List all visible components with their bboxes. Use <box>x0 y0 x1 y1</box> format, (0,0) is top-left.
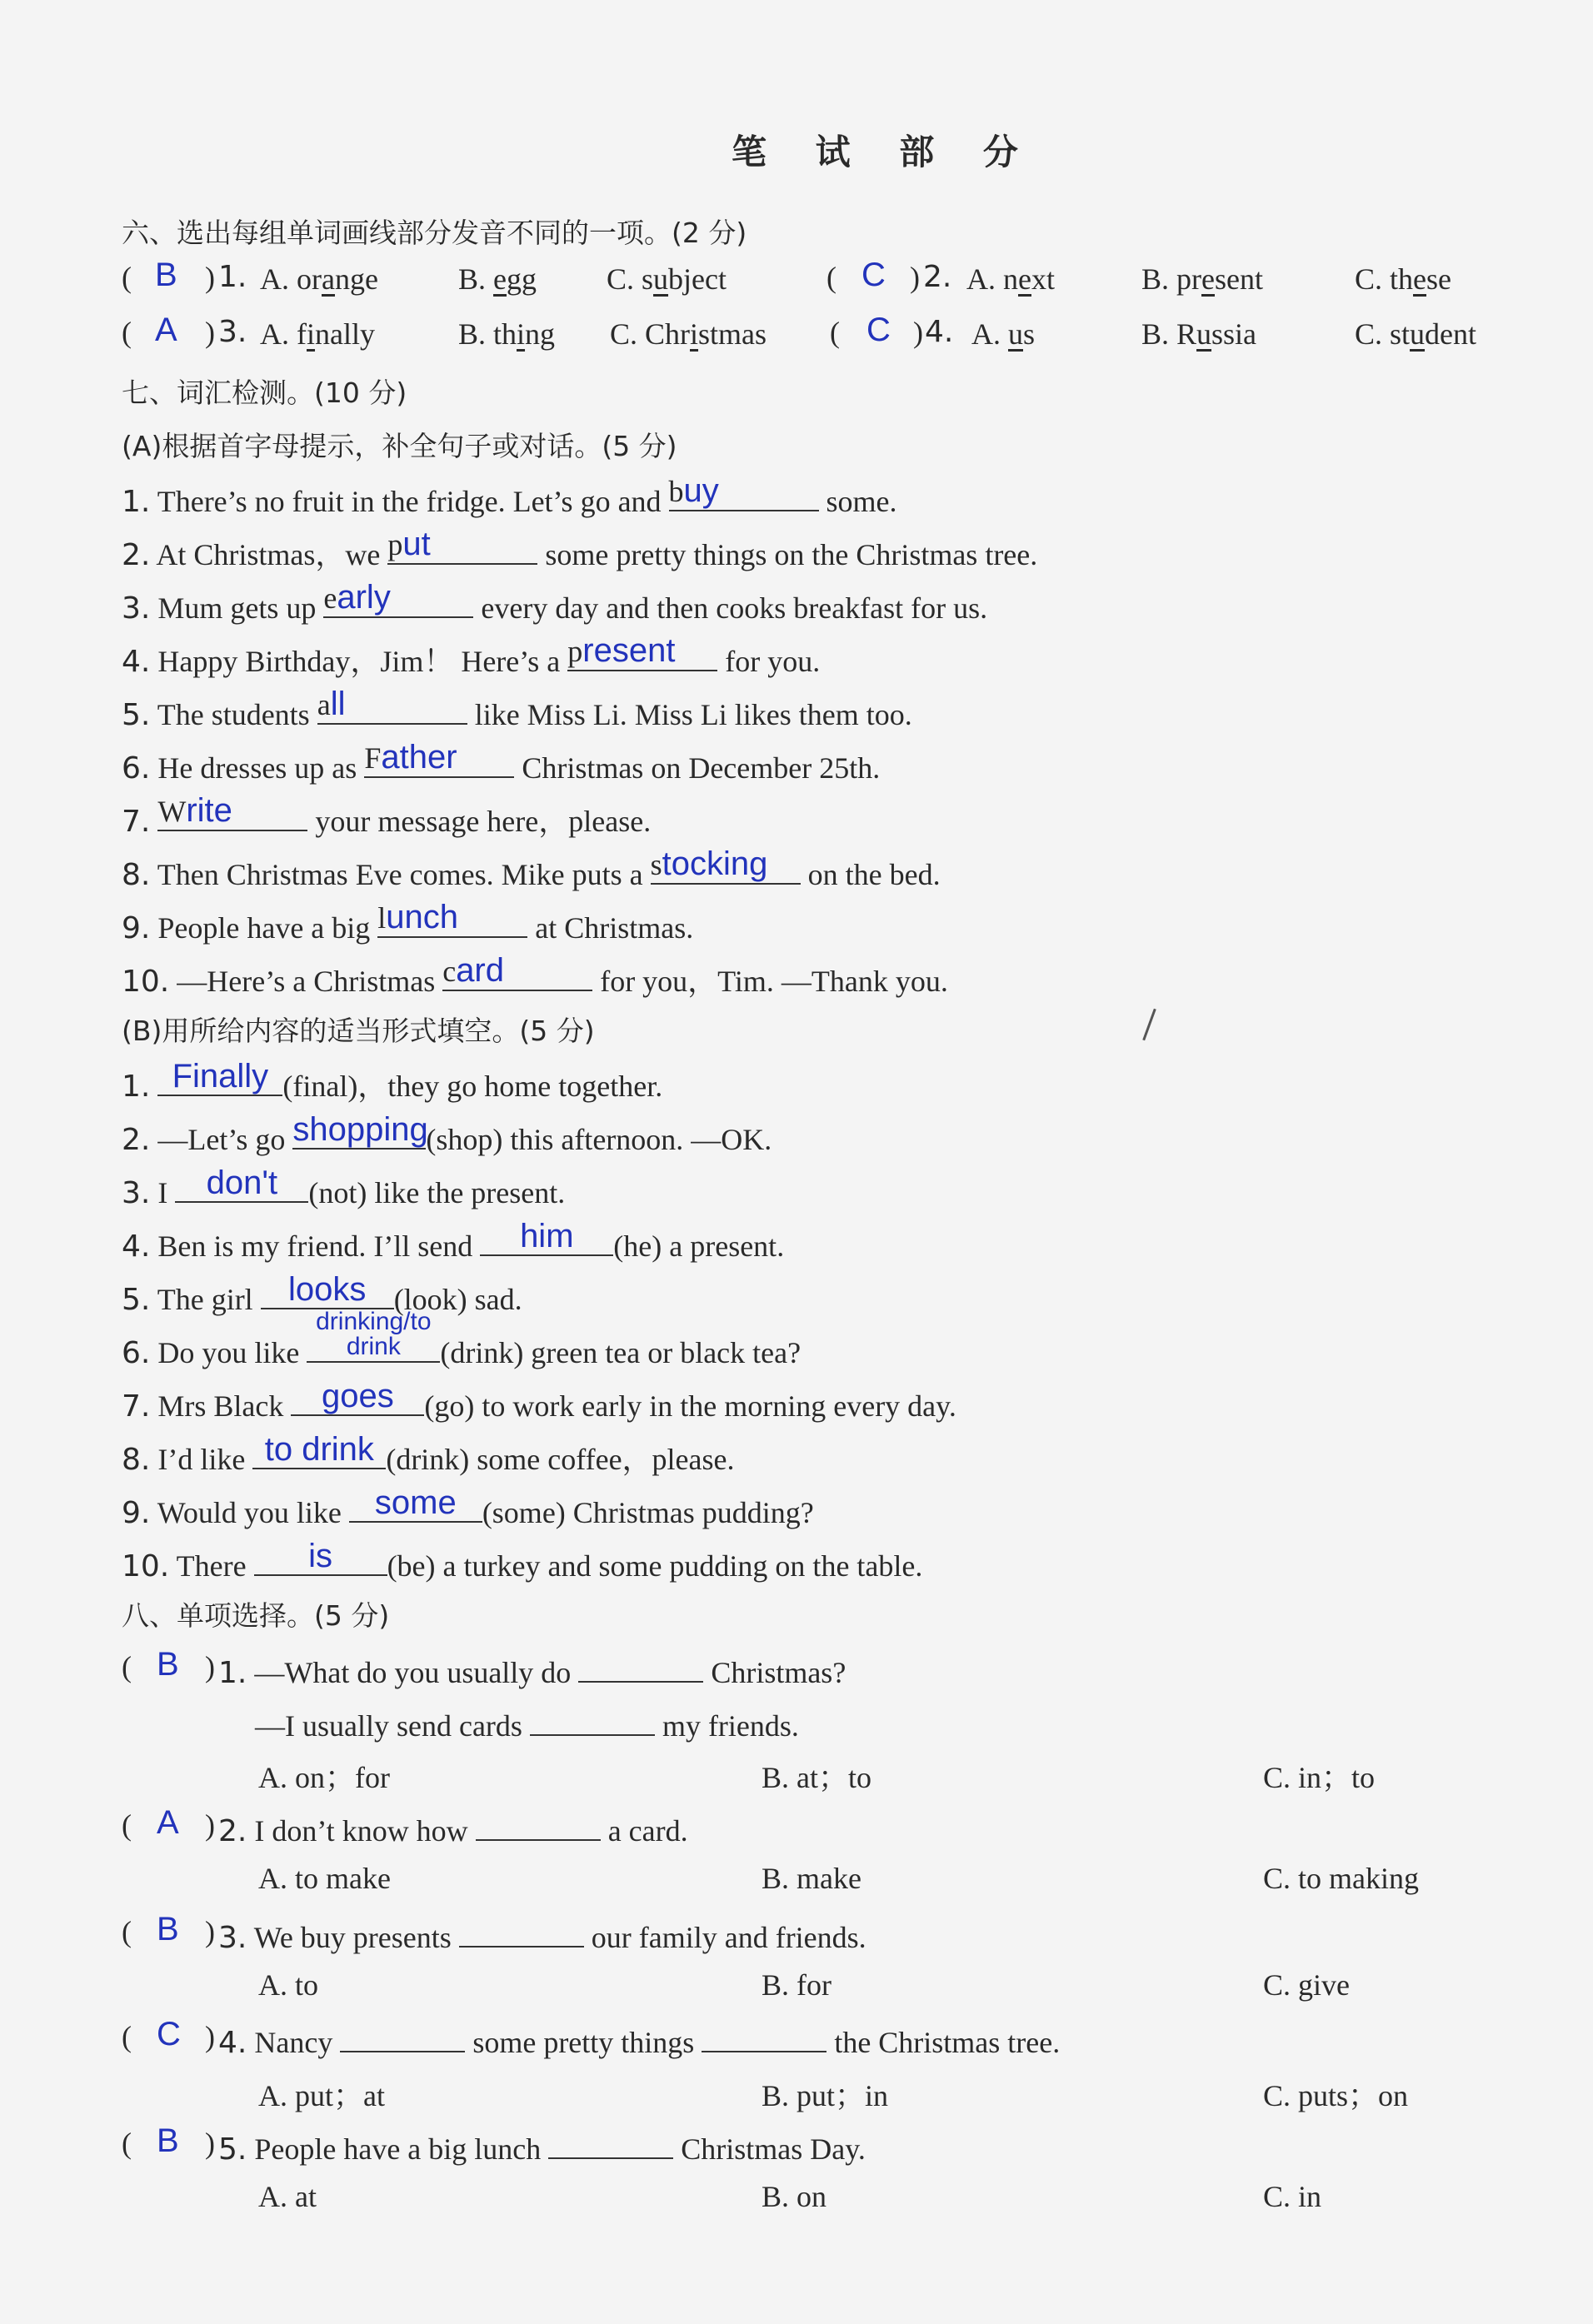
answer-paren: ) <box>913 316 923 349</box>
option: B. on <box>762 2180 827 2213</box>
sentence-text: (drink) some coffee，please. <box>386 1443 735 1476</box>
q-number: 7. <box>122 1389 151 1424</box>
question-stem <box>218 1808 688 1848</box>
blank <box>377 899 527 938</box>
sentence-text: There’s no fruit in the fridge. Let’s go and <box>157 485 662 518</box>
sentence-text: some pretty things on the Christmas tree. <box>545 538 1038 571</box>
initial-letter: a <box>317 688 331 721</box>
filled-answer: shopping <box>292 1111 428 1148</box>
blank <box>261 1271 394 1309</box>
sentence <box>122 686 912 732</box>
answer-text: ut <box>402 526 431 562</box>
q-number: 2. <box>218 1814 247 1848</box>
q-number: 3. <box>218 315 247 349</box>
sentence-text: at Christmas. <box>535 911 694 945</box>
stem-text: Christmas Day. <box>681 2132 866 2166</box>
initial-letter: l <box>377 901 387 935</box>
sentence-text: (be) a turkey and some pudding on the table. <box>387 1549 923 1583</box>
sentence <box>122 845 941 892</box>
section-7-heading: 七、词汇检测。(10 分) <box>122 377 407 409</box>
option: C. these <box>1355 262 1451 296</box>
option: C. student <box>1355 317 1477 351</box>
filled-answer <box>157 794 307 828</box>
sentence-text: The students <box>157 698 310 731</box>
q-number: 5. <box>218 2132 247 2167</box>
option: C. in；to <box>1263 1761 1376 1794</box>
answer-paren: ) <box>205 316 215 349</box>
filled-answer <box>364 741 514 775</box>
answer-paren: ) <box>205 1915 215 1948</box>
initial-letter: p <box>387 528 403 561</box>
answer-paren: ( <box>122 1650 132 1683</box>
blank <box>364 739 514 778</box>
blank <box>157 1058 282 1096</box>
sentence <box>122 1111 772 1157</box>
blank <box>480 1218 613 1256</box>
q-number: 4. <box>122 645 151 679</box>
stem-text: some pretty things <box>472 2026 695 2059</box>
filled-answer: to drink <box>264 1431 374 1468</box>
section-6-heading: 六、选出每组单词画线部分发音不同的一项。(2 分) <box>122 217 747 249</box>
answer-paren: ) <box>205 261 215 294</box>
stem-text: a card. <box>607 1814 688 1848</box>
filled-answer: some <box>374 1484 457 1521</box>
question-stem <box>218 1914 866 1955</box>
blank <box>459 1914 584 1947</box>
option: A. to make <box>258 1862 391 1895</box>
filled-answer: looks <box>287 1271 367 1308</box>
sentence-text: for you，Tim. —Thank you. <box>600 965 948 998</box>
sentence <box>122 1308 801 1370</box>
initial-letter: c <box>442 955 457 988</box>
blank <box>291 1378 424 1416</box>
question-stem <box>218 2019 1060 2060</box>
answer: B <box>157 1911 179 1947</box>
blank <box>578 1649 703 1683</box>
sentence-text: I <box>157 1176 168 1209</box>
stem-text: —What do you usually do <box>254 1656 572 1689</box>
answer: C <box>157 2016 181 2052</box>
q-number: 5. <box>122 1283 151 1317</box>
sentence-text: (some) Christmas pudding? <box>482 1496 814 1529</box>
blank <box>317 686 467 725</box>
q-number: 6. <box>122 751 151 785</box>
blank <box>307 1308 440 1363</box>
section-8-heading: 八、单项选择。(5 分) <box>122 1599 390 1632</box>
sentence <box>122 1164 566 1210</box>
q-number: 1. <box>218 260 247 294</box>
sentence <box>122 1058 663 1105</box>
q-number: 10. <box>122 1549 170 1583</box>
blank <box>292 1111 428 1150</box>
answer-text: uy <box>683 472 719 509</box>
filled-answer <box>567 634 717 668</box>
stem-text: —I usually send cards <box>255 1709 522 1743</box>
option: A. on；for <box>258 1761 390 1794</box>
q-number: 2. <box>122 1123 151 1157</box>
initial-letter: F <box>364 741 382 775</box>
option: C. to making <box>1263 1862 1419 1895</box>
filled-answer: goes <box>321 1378 394 1414</box>
stem-text: People have a big lunch <box>254 2132 542 2166</box>
option: A. to <box>258 1968 318 2002</box>
blank <box>254 1538 387 1576</box>
filled-answer <box>669 474 819 508</box>
blank <box>567 632 717 671</box>
answer-paren: ( <box>122 1915 132 1948</box>
answer-paren: ) <box>205 2020 215 2053</box>
blank <box>387 526 537 565</box>
sentence-text: (go) to work early in the morning every day. <box>424 1389 956 1423</box>
blank <box>668 472 819 511</box>
answer-paren: ) <box>205 2127 215 2160</box>
sentence-text: Do you like <box>157 1336 300 1369</box>
q-number: 4. <box>925 315 954 349</box>
question-stem <box>218 1649 846 1690</box>
q-number: 3. <box>122 591 151 626</box>
sentence-text: People have a big <box>157 911 371 945</box>
option: A. next <box>966 262 1055 296</box>
option: B. put；in <box>762 2079 889 2112</box>
sentence <box>122 1431 735 1479</box>
option: C. subject <box>607 262 727 296</box>
blank <box>175 1164 308 1203</box>
sentence <box>122 526 1038 574</box>
stem-text: Christmas? <box>711 1656 846 1689</box>
answer-text: ll <box>330 686 346 722</box>
answer-paren: ) <box>205 1650 215 1683</box>
answer-paren: ) <box>205 1808 215 1842</box>
sentence <box>122 792 652 840</box>
q-number: 1. <box>218 1656 247 1690</box>
option: A. at <box>258 2180 317 2213</box>
question-stem-line2 <box>255 1703 799 1743</box>
answer-paren: ) <box>910 261 920 294</box>
answer-paren: ( <box>122 316 132 349</box>
answer-paren: ( <box>830 316 840 349</box>
filled-answer <box>377 900 527 935</box>
option: A. finally <box>260 317 375 351</box>
initial-letter: p <box>567 635 583 668</box>
q-number: 10. <box>122 965 170 999</box>
filled-answer: drinking/to drink <box>316 1308 432 1360</box>
sentence <box>122 1218 785 1264</box>
q-number: 4. <box>218 2026 247 2060</box>
q-number: 2. <box>923 260 952 294</box>
part-a-heading: (A)根据首字母提示，补全句子或对话。(5 分) <box>122 430 677 462</box>
stem-text: our family and friends. <box>591 1921 866 1954</box>
filled-answer <box>442 954 592 988</box>
sentence <box>122 579 988 626</box>
sentence-text: on the bed. <box>807 858 941 891</box>
answer-paren: ( <box>826 261 836 294</box>
sentence-text: (final)，they go home together. <box>282 1070 663 1103</box>
sentence <box>122 899 694 945</box>
stem-text: Nancy <box>254 2026 333 2059</box>
option: B. at；to <box>762 1761 871 1794</box>
option: B. present <box>1141 262 1263 296</box>
blank <box>548 2126 673 2159</box>
sentence <box>122 1484 814 1530</box>
q-number: 7. <box>122 805 151 839</box>
option: C. in <box>1263 2180 1322 2213</box>
initial-letter: s <box>650 848 662 881</box>
blank <box>157 792 307 831</box>
option: B. thing <box>458 317 556 351</box>
pencil-mark <box>1142 1009 1156 1041</box>
option: A. us <box>971 317 1036 351</box>
sentence <box>122 472 897 519</box>
sentence-text: every day and then cooks breakfast for us. <box>481 591 988 625</box>
q-number: 8. <box>122 1443 151 1477</box>
option: B. for <box>762 1968 831 2002</box>
answer-paren: ( <box>122 2020 132 2053</box>
filled-answer <box>317 687 467 721</box>
stem-text: I don’t know how <box>254 1814 468 1848</box>
question-stem <box>218 2126 866 2167</box>
stem-text: We buy presents <box>253 1921 452 1954</box>
q-number: 3. <box>122 1176 151 1210</box>
q-number: 3. <box>218 1921 247 1955</box>
sentence-text: Happy Birthday，Jim！ Here’s a <box>157 645 561 678</box>
part-b-heading: (B)用所给内容的适当形式填空。(5 分) <box>122 1015 595 1047</box>
answer-text: ard <box>456 952 504 989</box>
filled-answer <box>323 581 473 615</box>
blank <box>476 1808 601 1841</box>
q-number: 1. <box>122 1070 151 1104</box>
sentence-text: The girl <box>157 1283 253 1316</box>
option: C. puts；on <box>1263 2079 1409 2112</box>
initial-letter: e <box>323 581 337 615</box>
sentence-text: He dresses up as <box>157 751 357 785</box>
blank <box>442 952 592 991</box>
sentence <box>122 739 881 785</box>
answer: A <box>157 1804 179 1841</box>
page-title: 笔 试 部 分 <box>732 132 1036 172</box>
sentence-text: your message here，please. <box>315 805 652 838</box>
blank <box>252 1431 386 1469</box>
sentence-text: At Christmas，we <box>156 538 381 571</box>
option: B. Russia <box>1141 317 1257 351</box>
stem-text: the Christmas tree. <box>834 2026 1061 2059</box>
sentence <box>122 952 948 1000</box>
sentence-text: some. <box>826 485 897 518</box>
sentence-text: There <box>176 1549 247 1583</box>
sentence-text: Christmas on December 25th. <box>522 751 881 785</box>
q-number: 1. <box>122 485 151 519</box>
answer-text: tocking <box>662 845 768 882</box>
sentence-text: (look) sad. <box>393 1283 522 1316</box>
q-number: 4. <box>122 1229 151 1264</box>
stem-text: my friends. <box>662 1709 799 1743</box>
sentence <box>122 1378 956 1424</box>
option: B. make <box>762 1862 861 1895</box>
sentence-text: (he) a present. <box>613 1229 785 1263</box>
blank <box>702 2019 826 2052</box>
sentence-text: Mum gets up <box>157 591 317 625</box>
option: C. give <box>1263 1968 1350 2002</box>
answer: C <box>866 312 891 348</box>
filled-answer <box>651 847 801 881</box>
initial-letter: b <box>668 475 684 508</box>
q-number: 6. <box>122 1336 151 1370</box>
filled-answer: don't <box>206 1164 278 1201</box>
sentence-text: Would you like <box>157 1496 342 1529</box>
sentence <box>122 632 821 681</box>
filled-answer: him <box>520 1218 574 1254</box>
answer: C <box>861 257 886 293</box>
sentence-text: Ben is my friend. I’ll send <box>157 1229 473 1263</box>
blank <box>323 579 473 618</box>
answer-text: ather <box>381 739 457 775</box>
answer-text: rite <box>186 792 232 829</box>
q-number: 9. <box>122 1496 151 1530</box>
answer: B <box>155 257 177 293</box>
blank <box>650 845 801 885</box>
q-number: 8. <box>122 858 151 892</box>
sentence-text: —Let’s go <box>157 1123 286 1156</box>
answer-text: unch <box>386 899 459 935</box>
answer-text: resent <box>582 632 676 669</box>
answer-paren: ( <box>122 1808 132 1842</box>
option: A. orange <box>260 262 378 296</box>
filled-answer: is <box>308 1538 332 1574</box>
option: B. egg <box>458 262 537 296</box>
blank <box>340 2019 465 2052</box>
answer: B <box>157 1646 179 1683</box>
option: C. Christmas <box>610 317 767 351</box>
sentence-text: for you. <box>725 645 821 678</box>
sentence-text: Then Christmas Eve comes. Mike puts a <box>157 858 643 891</box>
q-number: 5. <box>122 698 151 732</box>
q-number: 9. <box>122 911 151 945</box>
blank <box>530 1703 655 1736</box>
blank <box>349 1484 482 1523</box>
filled-answer <box>387 527 537 561</box>
answer: A <box>155 312 177 348</box>
sentence-text: like Miss Li. Miss Li likes them too. <box>474 698 912 731</box>
sentence-text: Mrs Black <box>157 1389 284 1423</box>
answer: B <box>157 2122 179 2159</box>
filled-answer: Finally <box>172 1058 269 1095</box>
sentence-text: (shop) this afternoon. —OK. <box>426 1123 772 1156</box>
option: A. put；at <box>258 2079 385 2112</box>
sentence-text: (drink) green tea or black tea? <box>440 1336 801 1369</box>
answer-text: arly <box>337 579 391 616</box>
answer-paren: ( <box>122 2127 132 2160</box>
answer-paren: ( <box>122 261 132 294</box>
sentence <box>122 1538 923 1583</box>
q-number: 2. <box>122 538 151 572</box>
sentence-text: I’d like <box>157 1443 246 1476</box>
sentence-text: —Here’s a Christmas <box>177 965 436 998</box>
initial-letter: W <box>157 795 187 828</box>
sentence-text: (not) like the present. <box>308 1176 566 1209</box>
